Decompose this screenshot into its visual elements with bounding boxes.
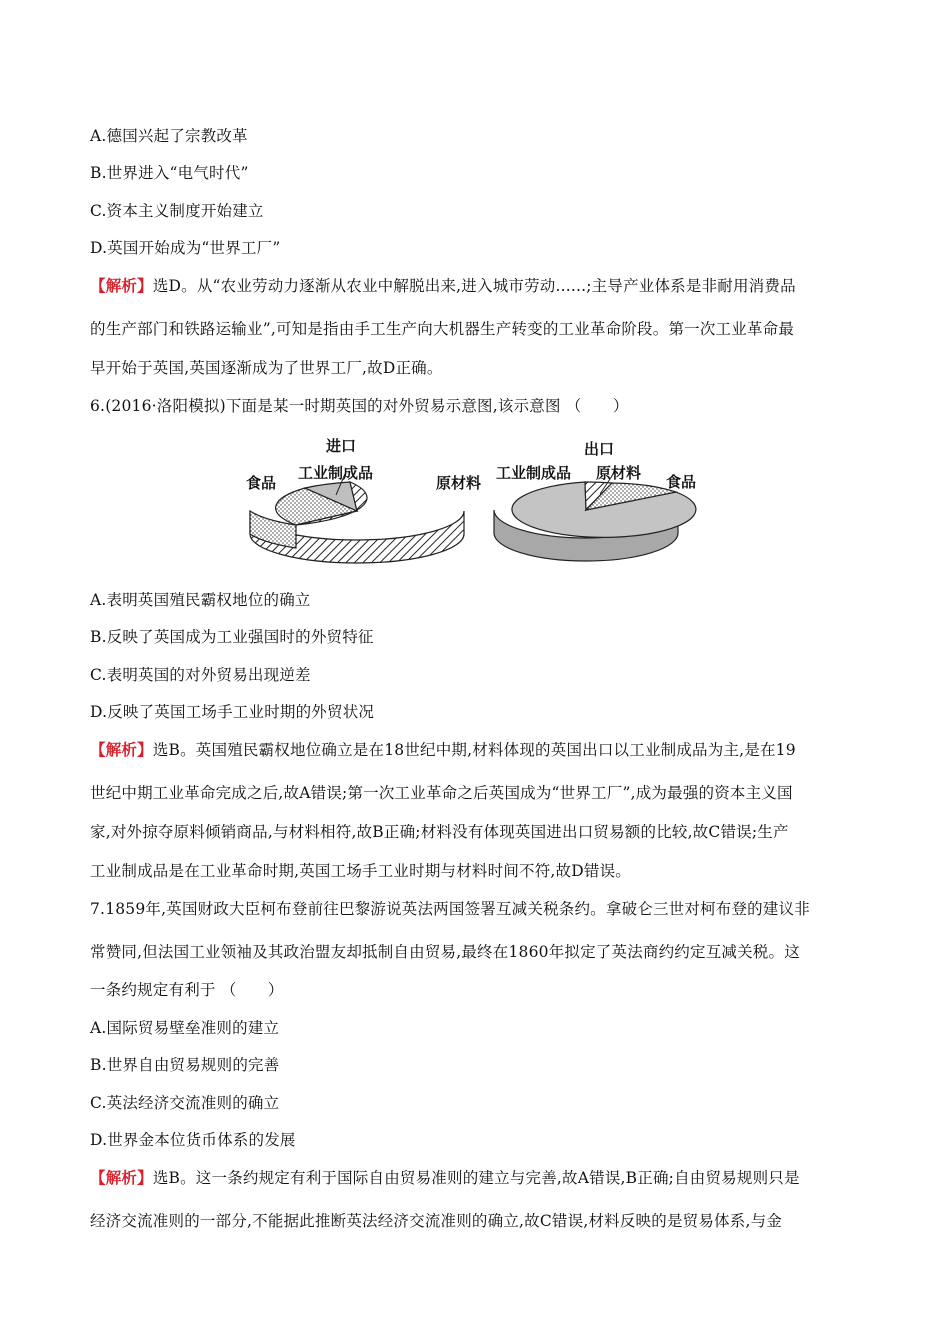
export-title: 出口 — [584, 440, 615, 458]
q7-stem-line-3: 一条约规定有利于 （ ） — [90, 981, 284, 999]
q7-option-b: B.世界自由贸易规则的完善 — [90, 1056, 280, 1074]
q6-analysis-line-2: 世纪中期工业革命完成之后,故A错误;第一次工业革命之后英国成为“世界工厂”,成为最强的资本主义国 — [90, 784, 793, 802]
q7-option-d: D.世界金本位货币体系的发展 — [90, 1131, 296, 1149]
q5-option-c: C.资本主义制度开始建立 — [90, 202, 264, 220]
import-pie — [250, 474, 464, 563]
q6-option-a: A.表明英国殖民霸权地位的确立 — [90, 591, 311, 609]
q6-option-c: C.表明英国的对外贸易出现逆差 — [90, 666, 311, 684]
q7-option-c: C.英法经济交流准则的确立 — [90, 1094, 280, 1112]
q5-option-b: B.世界进入“电气时代” — [90, 164, 249, 182]
q5-analysis-line-2: 的生产部门和铁路运输业”,可知是指由手工生产向大机器生产转变的工业革命阶段。第一次工业革命最 — [90, 320, 795, 338]
q5-option-a: A.德国兴起了宗教改革 — [90, 127, 248, 145]
import-title: 进口 — [326, 437, 357, 455]
q7-analysis-line-2: 经济交流准则的一部分,不能据此推断英法经济交流准则的确立,故C错误,材料反映的是贸易体系,与金 — [90, 1212, 782, 1230]
analysis-tag: 【解析】 — [90, 740, 153, 759]
q5-analysis-line-1: 【解析】选D。从“农业劳动力逐渐从农业中解脱出来,进入城市劳动......;主导产业体系是非耐用消费品 — [90, 276, 796, 295]
import-label-raw: 原材料 — [436, 474, 482, 492]
q6-option-d: D.反映了英国工场手工业时期的外贸状况 — [90, 703, 375, 721]
q7-stem-line-2: 常赞同,但法国工业领袖及其政治盟友却抵制自由贸易,最终在1860年拟定了英法商约约定互减关税。这 — [90, 943, 800, 961]
q7-option-a: A.国际贸易壁垒准则的建立 — [90, 1019, 280, 1037]
q6-option-b: B.反映了英国成为工业强国时的外贸特征 — [90, 628, 374, 646]
import-label-food: 食品 — [246, 474, 277, 492]
q5-analysis-line-3: 早开始于英国,英国逐渐成为了世界工厂,故D正确。 — [90, 359, 443, 377]
q6-analysis-line-3: 家,对外掠夺原料倾销商品,与材料相符,故B正确;材料没有体现英国进出口贸易额的比较,故C错误;生产 — [90, 823, 789, 841]
analysis-tag: 【解析】 — [90, 276, 153, 295]
export-label-food: 食品 — [666, 473, 697, 491]
q6-analysis-line-4: 工业制成品是在工业革命时期,英国工场手工业时期与材料时间不符,故D错误。 — [90, 862, 631, 880]
q6-analysis-line-1: 【解析】选B。英国殖民霸权地位确立是在18世纪中期,材料体现的英国出口以工业制成品为主,是在19 — [90, 740, 796, 759]
q5-option-d: D.英国开始成为“世界工厂” — [90, 239, 281, 257]
export-label-manufactured: 工业制成品 — [496, 464, 572, 482]
export-label-raw: 原材料 — [596, 464, 642, 482]
q6-stem: 6.(2016·洛阳模拟)下面是某一时期英国的对外贸易示意图,该示意图 （ ） — [90, 397, 629, 415]
q7-analysis-line-1: 【解析】选B。这一条约规定有利于国际自由贸易准则的建立与完善,故A错误,B正确;自由贸易规则只是 — [90, 1168, 800, 1187]
import-label-manufactured: 工业制成品 — [298, 464, 374, 482]
q7-stem-line-1: 7.1859年,英国财政大臣柯布登前往巴黎游说英法两国签署互减关税条约。拿破仑三世对柯布登的建议非 — [90, 900, 810, 918]
analysis-tag: 【解析】 — [90, 1168, 153, 1187]
